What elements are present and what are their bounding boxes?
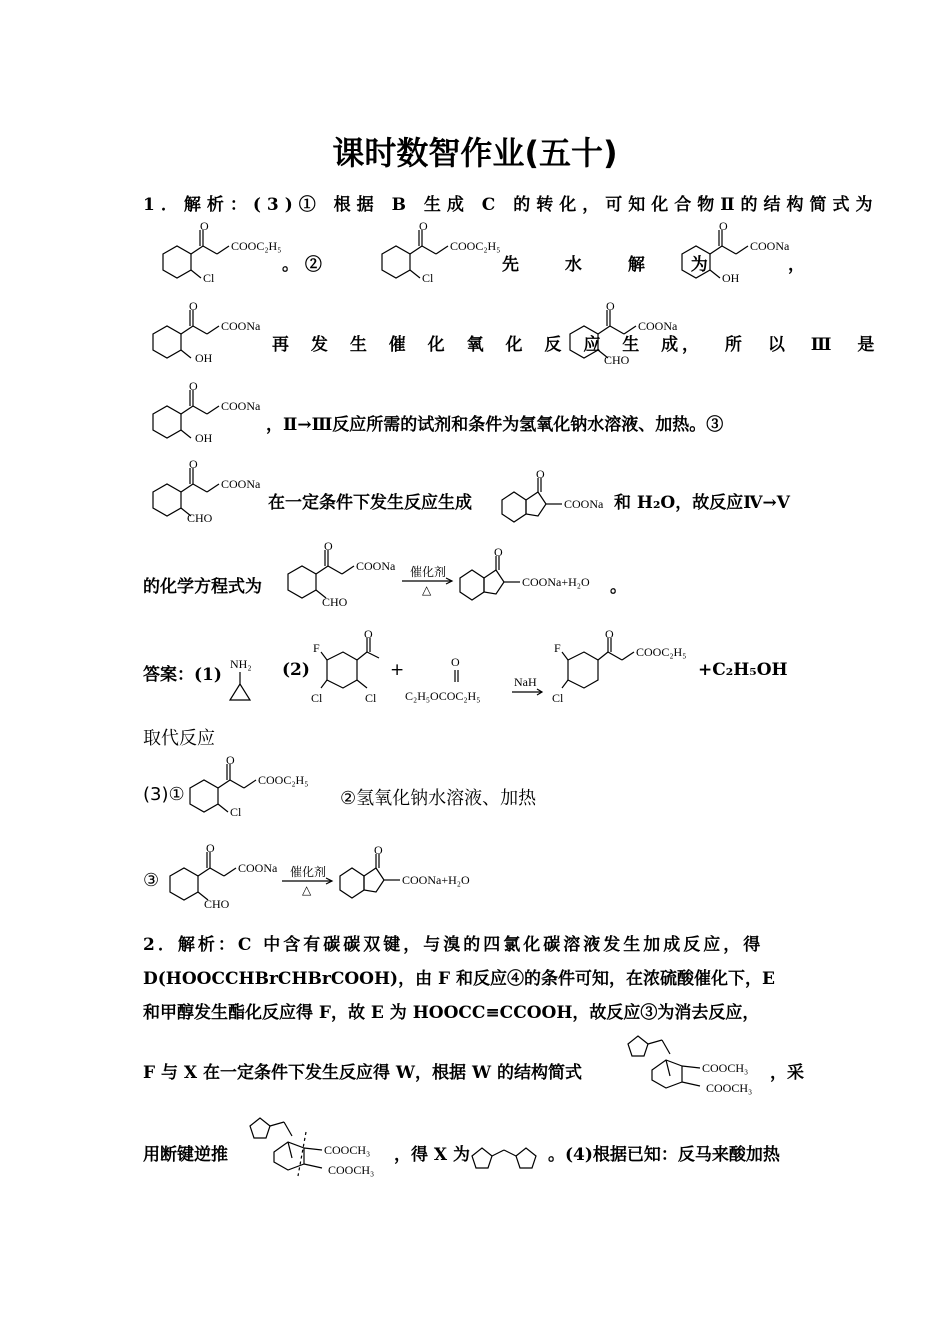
svg-text:O: O bbox=[719, 219, 728, 233]
svg-text:COONa: COONa bbox=[356, 559, 396, 573]
q1-l2-a: 。 ② bbox=[282, 255, 322, 275]
svg-text:CHO: CHO bbox=[604, 353, 630, 367]
structure-ester-cl-1 bbox=[143, 219, 283, 288]
svg-text:OH: OH bbox=[195, 431, 213, 445]
q1-l2-c: ， bbox=[788, 255, 805, 275]
answer-tail: +C₂H₅OH bbox=[698, 660, 788, 680]
svg-text:COONa: COONa bbox=[564, 497, 604, 511]
svg-text:O: O bbox=[536, 467, 545, 481]
answer-plus: + bbox=[390, 660, 405, 680]
structure-coona-cho-1 bbox=[560, 299, 690, 368]
structure-w bbox=[622, 1030, 782, 1100]
q2-line-2: D(HOOCCHBrCHBrCOOH)，由 F 和反应④的条件可知，在浓硫酸催化下，E bbox=[143, 969, 775, 989]
q2-line-4b: ，采 bbox=[770, 1063, 804, 1083]
svg-text:Cl: Cl bbox=[552, 691, 564, 705]
q1-l3-b: ， 所 以 Ⅲ 是 bbox=[682, 335, 885, 355]
svg-text:COONa: COONa bbox=[221, 319, 261, 333]
svg-text:O: O bbox=[494, 545, 503, 559]
svg-text:O: O bbox=[324, 539, 333, 553]
structure-diethyl-carbonate bbox=[405, 656, 509, 706]
svg-text:OH: OH bbox=[722, 271, 740, 285]
svg-text:催化剂: 催化剂 bbox=[410, 565, 447, 579]
svg-text:O: O bbox=[206, 841, 215, 855]
q1-l3-a: 再 发 生 催 化 氧 化 反 应 生 成 bbox=[272, 335, 687, 355]
svg-text:O: O bbox=[606, 299, 615, 313]
svg-text:O: O bbox=[451, 655, 460, 669]
structure-coona-cho-4 bbox=[160, 842, 290, 914]
svg-text:F: F bbox=[313, 641, 320, 655]
structure-indenone-3 bbox=[336, 843, 496, 906]
answer-type: 取代反应 bbox=[143, 728, 215, 749]
answer-label: 答案：(1) bbox=[143, 665, 222, 685]
svg-text:Cl: Cl bbox=[230, 805, 242, 819]
q2-line-1: 2．解析：C 中含有碳碳双键，与溴的四氯化碳溶液发生加成反应，得 bbox=[143, 935, 764, 955]
svg-text:△: △ bbox=[422, 583, 432, 597]
svg-text:O: O bbox=[189, 299, 198, 313]
structure-product-ester bbox=[546, 626, 696, 710]
svg-text:COOCH₃: COOCH₃ bbox=[702, 1061, 749, 1075]
q1-l5-b: 和 H₂O，故反应Ⅳ→Ⅴ bbox=[614, 493, 790, 513]
svg-text:O: O bbox=[226, 753, 235, 767]
svg-text:COOCH₃: COOCH₃ bbox=[328, 1163, 375, 1177]
svg-text:COONa+H₂O: COONa+H₂O bbox=[522, 575, 590, 589]
q2-line-5a: 用断键逆推 bbox=[143, 1145, 228, 1165]
structure-cyclopropylamine bbox=[224, 656, 264, 708]
svg-text:O: O bbox=[419, 219, 428, 233]
svg-text:COOCH₃: COOCH₃ bbox=[706, 1081, 753, 1095]
q1-l6-a: 的化学方程式为 bbox=[143, 577, 262, 597]
svg-text:COONa: COONa bbox=[638, 319, 678, 333]
structure-coona-oh-1 bbox=[662, 219, 792, 288]
svg-text:△: △ bbox=[302, 883, 312, 897]
reaction-arrow-1 bbox=[400, 566, 456, 596]
svg-text:O: O bbox=[189, 379, 198, 393]
q2-line-5c: 。(4)根据已知：反马来酸加热 bbox=[548, 1145, 780, 1165]
cl-label: Cl bbox=[203, 271, 215, 285]
svg-text:COOC₂H₅: COOC₂H₅ bbox=[258, 773, 309, 787]
oxygen-label: O bbox=[200, 219, 209, 233]
svg-text:Cl: Cl bbox=[422, 271, 434, 285]
q2-line-3: 和甲醇发生酯化反应得 F，故 E 为 HOOCC≡CCOOH，故反应③为消去反应， bbox=[143, 1003, 760, 1023]
answer-p3b: ②氢氧化钠水溶液、加热 bbox=[340, 788, 537, 809]
structure-coona-cho-3 bbox=[278, 540, 408, 612]
structure-x-bicyclopentadiene bbox=[468, 1140, 548, 1180]
reaction-arrow-2 bbox=[510, 676, 546, 696]
svg-text:O: O bbox=[374, 843, 383, 857]
structure-coona-oh-3 bbox=[143, 379, 273, 448]
svg-text:O: O bbox=[605, 627, 614, 641]
svg-text:CHO: CHO bbox=[204, 897, 230, 911]
svg-text:Cl: Cl bbox=[311, 691, 323, 705]
svg-text:CHO: CHO bbox=[187, 511, 213, 525]
q2-line-4a: F 与 X 在一定条件下发生反应得 W，根据 W 的结构简式 bbox=[143, 1063, 582, 1083]
svg-text:COOC₂H₅: COOC₂H₅ bbox=[450, 239, 501, 253]
svg-text:O: O bbox=[364, 627, 373, 641]
structure-w-disconnect bbox=[244, 1112, 394, 1182]
q1-l4: ，Ⅱ→Ⅲ反应所需的试剂和条件为氢氧化钠水溶液、加热。③ bbox=[266, 415, 724, 435]
svg-text:C₂H₅OCOC₂H₅: C₂H₅OCOC₂H₅ bbox=[405, 689, 481, 703]
structure-indenone-1 bbox=[498, 467, 618, 530]
svg-text:CHO: CHO bbox=[322, 595, 348, 609]
ester-group-label: COOC₂H₅ bbox=[231, 239, 282, 253]
svg-text:COONa: COONa bbox=[750, 239, 790, 253]
svg-text:COOC₂H₅: COOC₂H₅ bbox=[636, 645, 687, 659]
answer-p2: (2) bbox=[282, 660, 310, 680]
svg-text:COONa: COONa bbox=[221, 399, 261, 413]
q1-l5-a: 在一定条件下发生反应生成 bbox=[268, 493, 472, 513]
structure-coona-oh-2 bbox=[143, 299, 273, 368]
svg-text:F: F bbox=[554, 641, 561, 655]
structure-ester-cl-2 bbox=[362, 219, 502, 288]
svg-text:NH₂: NH₂ bbox=[230, 657, 252, 671]
svg-text:O: O bbox=[189, 457, 198, 471]
svg-text:COOCH₃: COOCH₃ bbox=[324, 1143, 371, 1157]
q1-l2-b: 先 水 解 为 bbox=[502, 255, 728, 275]
q1-l6-b: 。 bbox=[610, 577, 627, 597]
structure-aryl-ketone bbox=[305, 626, 395, 710]
svg-text:NaH: NaH bbox=[514, 675, 537, 689]
q2-line-5b: ，得 X 为 bbox=[394, 1145, 471, 1165]
svg-text:COONa+H₂O: COONa+H₂O bbox=[402, 873, 470, 887]
svg-text:Cl: Cl bbox=[365, 691, 377, 705]
reaction-arrow-3 bbox=[280, 866, 336, 896]
answer-p3: (3)① bbox=[143, 784, 185, 805]
svg-text:催化剂: 催化剂 bbox=[290, 865, 327, 879]
structure-ester-cl-3 bbox=[180, 753, 330, 822]
svg-text:OH: OH bbox=[195, 351, 213, 365]
q1-line-1: 1．解析：(3)① 根据 B 生成 C 的转化，可知化合物Ⅱ的结构简式为 bbox=[143, 195, 879, 215]
svg-text:COONa: COONa bbox=[238, 861, 278, 875]
structure-indenone-2 bbox=[456, 545, 616, 608]
page-title: 课时数智作业(五十) bbox=[332, 134, 618, 172]
answer-p3c: ③ bbox=[143, 870, 160, 891]
svg-text:COONa: COONa bbox=[221, 477, 261, 491]
structure-coona-cho-2 bbox=[143, 457, 273, 526]
